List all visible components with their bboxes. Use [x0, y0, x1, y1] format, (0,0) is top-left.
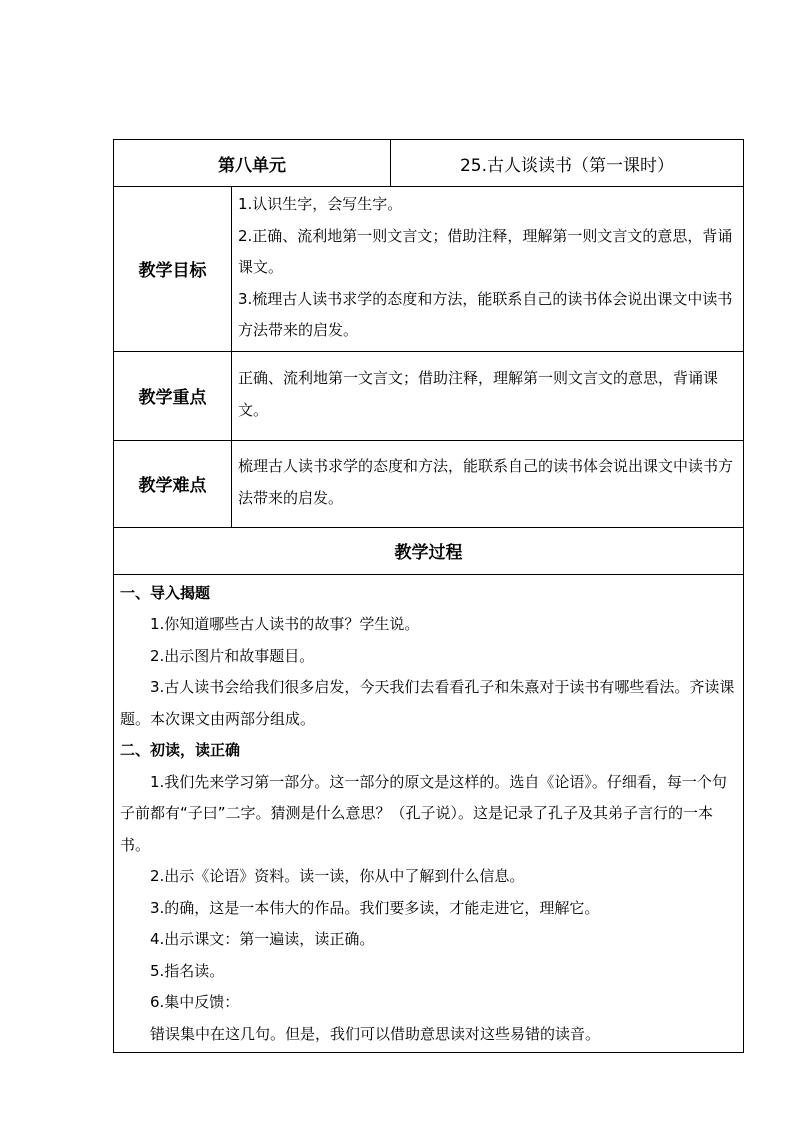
difficulties-row [114, 440, 744, 527]
difficulties-text: 梳理古人读书求学的态度和方法，能联系自己的读书体会说出课文中读书方法带来的启发。 [238, 457, 734, 507]
process-item: 错误集中在这几句。但是，我们可以借助意思读对这些易错的读音。 [150, 1024, 601, 1043]
goal-item: 3.梳理古人读书求学的态度和方法，能联系自己的读书体会说出课文中读书方法带来的启发。 [238, 289, 733, 339]
goal-item: 1.认识生字，会写生字。 [238, 195, 403, 213]
key-points-content [232, 351, 744, 440]
process-title: 教学过程 [114, 527, 744, 574]
difficulties-content [232, 440, 744, 527]
goal-item: 2.正确、流利地第一则文言文；借助注释，理解第一则文言文的意思，背诵课文。 [238, 226, 733, 276]
goals-content [232, 187, 744, 352]
section-heading: 二、初读，读正确 [120, 741, 241, 759]
process-item: 3.古人读书会给我们很多启发，今天我们去看看孔子和朱熹对于读书有哪些看法。齐读课题。本次课文由两部分组成。 [120, 678, 735, 728]
process-title-row [114, 527, 744, 574]
process-item: 1.我们先来学习第一部分。这一部分的原文是这样的。选自《论语》。仔细看，每一个句子前都有“子曰”二字。猜测是什么意思？（孔子说）。这是记录了孔子及其弟子言行的一本书。 [120, 772, 727, 854]
lesson-title: 25.古人谈读书（第一课时） [391, 140, 744, 187]
process-item: 5.指名读。 [150, 961, 225, 980]
process-body [114, 574, 744, 1053]
goals-row [114, 187, 744, 352]
process-item: 6.集中反馈： [150, 993, 240, 1011]
key-points-label: 教学重点 [114, 351, 232, 440]
difficulties-label: 教学难点 [114, 440, 232, 527]
process-item: 1.你知道哪些古人读书的故事？学生说。 [150, 615, 420, 633]
process-item: 4.出示课文：第一遍读，读正确。 [150, 930, 375, 948]
unit-title: 第八单元 [114, 140, 391, 187]
key-points-text: 正确、流利地第一文言文；借助注释，理解第一则文言文的意思，背诵课文。 [238, 369, 719, 419]
lesson-plan-table [113, 139, 744, 1053]
section-heading: 一、导入揭题 [120, 583, 211, 602]
header-row [114, 140, 744, 187]
key-points-row [114, 351, 744, 440]
process-item: 2.出示《论语》资料。读一读，你从中了解到什么信息。 [150, 867, 525, 885]
process-item: 2.出示图片和故事题目。 [150, 646, 315, 665]
goals-label: 教学目标 [114, 187, 232, 352]
process-item: 3.的确，这是一本伟大的作品。我们要多读，才能走进它，理解它。 [150, 898, 600, 917]
process-body-row [114, 574, 744, 1053]
